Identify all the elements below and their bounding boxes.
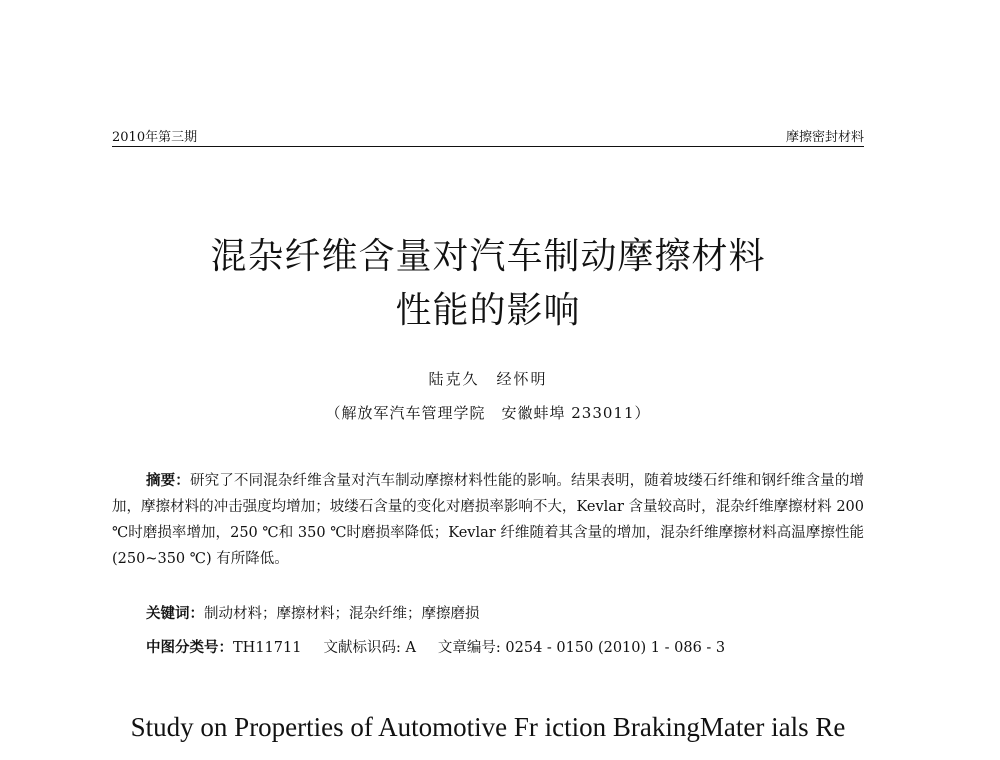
title-line-1: 混杂纤维含量对汽车制动摩擦材料 — [210, 236, 766, 277]
english-title: Study on Properties of Automotive Fr iction BrakingMater ials Re — [130, 712, 846, 742]
issue-label: 2010年第三期 — [112, 130, 198, 145]
journal-name: 摩擦密封材料 — [785, 130, 864, 145]
abstract-label: 摘要： — [146, 473, 190, 489]
abstract-text: 研究了不同混杂纤维含量对汽车制动摩擦材料性能的影响。结果表明，随着坡缕石纤维和钢纤维含量的增加，摩擦材料的冲击强度均增加；坡缕石含量的变化对磨损率影响不大，Kevlar 含量较高时，混杂纤维摩擦材料 200 ℃时磨损率增加，250 ℃和 350 ℃时磨损率降低；Kevlar 纤维随着其含量的增加，混杂纤维摩擦材料高温摩擦性能(250~350 ℃) 有所降低。 — [112, 473, 864, 567]
article-number: 文章编号: 0254 - 0150 (2010) 1 - 086 - 3 — [437, 640, 726, 656]
authors: 陆克久 经怀明 — [428, 370, 548, 388]
affiliation: （解放军汽车管理学院 安徽蚌埠 233011） — [325, 404, 651, 422]
header-rule — [112, 146, 864, 147]
clc-label: 中图分类号： — [146, 640, 233, 656]
keywords — [146, 602, 480, 623]
keywords-label: 关键词： — [146, 606, 204, 622]
classification-line — [146, 636, 725, 657]
keywords-text: 制动材料；摩擦材料；混杂纤维；摩擦磨损 — [204, 606, 480, 622]
abstract — [112, 468, 864, 572]
clc-value: TH11711 — [233, 640, 302, 656]
document-code: 文献标识码: A — [323, 640, 416, 656]
title-line-2: 性能的影响 — [395, 290, 581, 331]
running-header — [112, 124, 864, 146]
